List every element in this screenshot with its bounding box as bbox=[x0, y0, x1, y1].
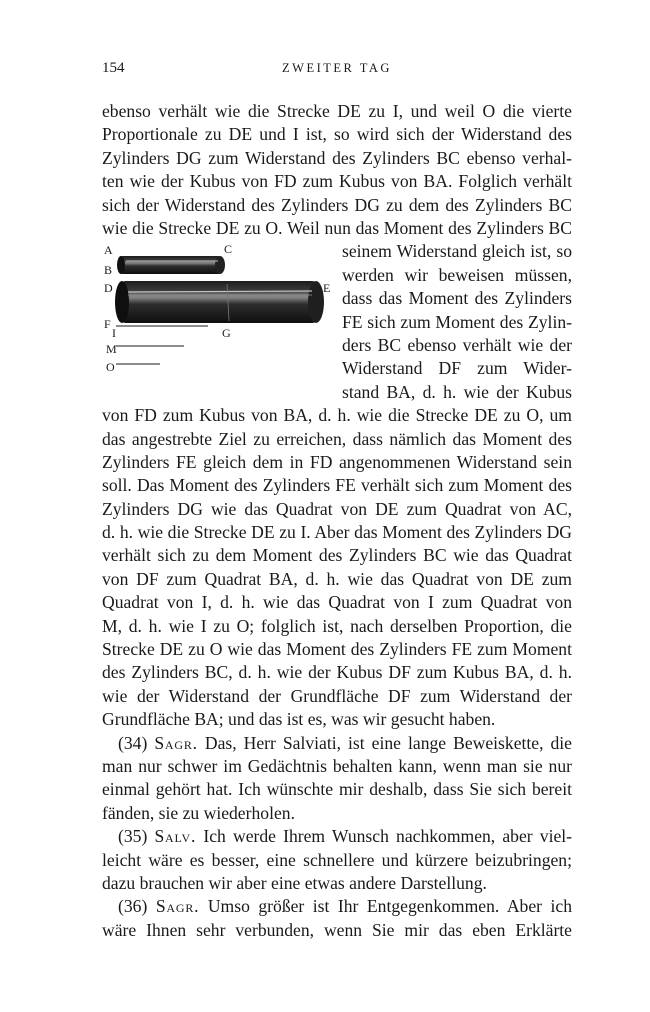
page-header bbox=[102, 60, 572, 82]
text-line: d. h. wie die Strecke DE zu I. Aber das Moment des Zylinders DG bbox=[102, 522, 572, 543]
text-line: verhält sich zu dem Moment des Zylinders BC wie das Quadrat bbox=[102, 545, 572, 566]
label-e: E bbox=[323, 281, 331, 296]
text-line: wäre Ihnen sehr verbunden, wenn Sie mir das eben Erklärte bbox=[102, 919, 572, 940]
text-line: dazu brauchen wir aber eine etwas andere Darstellung. bbox=[102, 872, 487, 893]
text-line: M, d. h. wie I zu O; folglich ist, nach derselben Proportion, die bbox=[102, 615, 572, 636]
text-line: Zylinders DG zum Widerstand des Zylinders BC ebenso verhal- bbox=[102, 147, 572, 168]
text-line: FE sich zum Moment des Zylin- bbox=[342, 311, 572, 332]
text-line: stand BA, d. h. wie der Kubus bbox=[342, 381, 572, 402]
paragraph-34-first-line bbox=[102, 732, 572, 755]
label-o: O bbox=[106, 360, 115, 375]
page-number: 154 bbox=[102, 60, 125, 76]
text-line: einmal gehört hat. Ich wünschte mir deshalb, dass Sie sich bereit bbox=[102, 779, 572, 800]
text-line: das angestrebte Ziel zu erreichen, dass nämlich das Moment des bbox=[102, 428, 572, 449]
running-head: ZWEITER TAG bbox=[282, 61, 392, 75]
large-cylinder bbox=[115, 281, 324, 323]
paragraph-number: (35) bbox=[118, 826, 148, 847]
text-line: seinem Widerstand gleich ist, so bbox=[342, 241, 572, 262]
text-line: Zylinders FE gleich dem in FD angenommenen Widerstand sein bbox=[102, 451, 572, 472]
paragraph-number: (34) bbox=[118, 732, 148, 753]
speaker-name: Sagr. bbox=[154, 732, 198, 753]
small-cylinder bbox=[117, 256, 225, 274]
figure-wrap-zone bbox=[102, 240, 572, 404]
paragraph-text: Das, Herr Salviati, ist eine lange Beweiskette, die bbox=[204, 732, 572, 753]
label-b: B bbox=[104, 263, 113, 278]
speaker-name: Sagr. bbox=[155, 896, 200, 917]
label-c: C bbox=[224, 242, 233, 257]
paragraph-35-first-line bbox=[102, 825, 572, 848]
text-line: Quadrat von I, d. h. wie das Quadrat von I zum Quadrat von bbox=[102, 592, 572, 613]
paragraph-text: Ich werde Ihrem Wunsch nachkommen, aber viel- bbox=[203, 826, 573, 847]
text-line: wie die Strecke DE zu O. Weil nun das Moment des Zylinders BC bbox=[102, 217, 572, 238]
cylinder-diagram bbox=[102, 240, 334, 404]
label-i: I bbox=[112, 326, 116, 341]
text-line: leicht wäre es besser, eine schnellere und kürzere beizubringen; bbox=[102, 849, 572, 870]
text-line: Grundfläche BA; und das ist es, was wir gesucht haben. bbox=[102, 709, 496, 730]
label-a: A bbox=[104, 243, 113, 258]
text-line: dass das Moment des Zylinders bbox=[342, 288, 572, 309]
text-line: des Zylinders BC, d. h. wie der Kubus DF zum Kubus BA, d. h. bbox=[102, 662, 572, 683]
text-line: ten wie der Kubus von FD zum Kubus von BA. Folglich verhält bbox=[102, 171, 572, 192]
body-text bbox=[102, 100, 572, 942]
text-line: werden wir beweisen müssen, bbox=[342, 264, 572, 285]
text-line: Strecke DE zu O wie das Moment des Zylinders FE zum Moment bbox=[102, 639, 572, 660]
text-line: fänden, sie zu wiederholen. bbox=[102, 802, 295, 823]
label-m: M bbox=[106, 342, 117, 357]
text-line: von FD zum Kubus von BA, d. h. wie die Strecke DE zu O, um bbox=[102, 405, 572, 426]
figure-side-text bbox=[342, 240, 572, 404]
cylinder-figure bbox=[102, 240, 334, 404]
text-line: von DF zum Quadrat BA, d. h. wie das Quadrat von DE zum bbox=[102, 568, 572, 589]
paragraph-36-first-line bbox=[102, 895, 572, 918]
text-line: man nur schwer im Gedächtnis behalten kann, wenn man sie nur bbox=[102, 756, 572, 776]
paragraph-number: (36) bbox=[118, 896, 148, 917]
text-line: soll. Das Moment des Zylinders FE verhält sich zum Moment des bbox=[102, 475, 572, 496]
speaker-name: Salv. bbox=[154, 826, 197, 847]
text-line: sich der Widerstand des Zylinders DG zu dem des Zylinders BC bbox=[102, 194, 572, 215]
label-d: D bbox=[104, 281, 113, 296]
text-line: ebenso verhält wie die Strecke DE zu I, und weil O die vierte bbox=[102, 101, 572, 121]
text-line: Widerstand DF zum Wider- bbox=[342, 358, 572, 379]
text-line: Proportionale zu DE und I ist, so wird sich der Widerstand des bbox=[102, 124, 572, 145]
text-line: wie der Widerstand der Grundfläche DF zum Widerstand der bbox=[102, 685, 572, 706]
text-line: Zylinders DG wie das Quadrat von DE zum Quadrat von AC, bbox=[102, 498, 572, 519]
label-f: F bbox=[104, 317, 111, 332]
label-g: G bbox=[222, 326, 231, 341]
text-line: ders BC ebenso verhält wie der bbox=[342, 334, 572, 355]
paragraph-text: Umso größer ist Ihr Entgegenkommen. Aber ich bbox=[207, 896, 572, 917]
